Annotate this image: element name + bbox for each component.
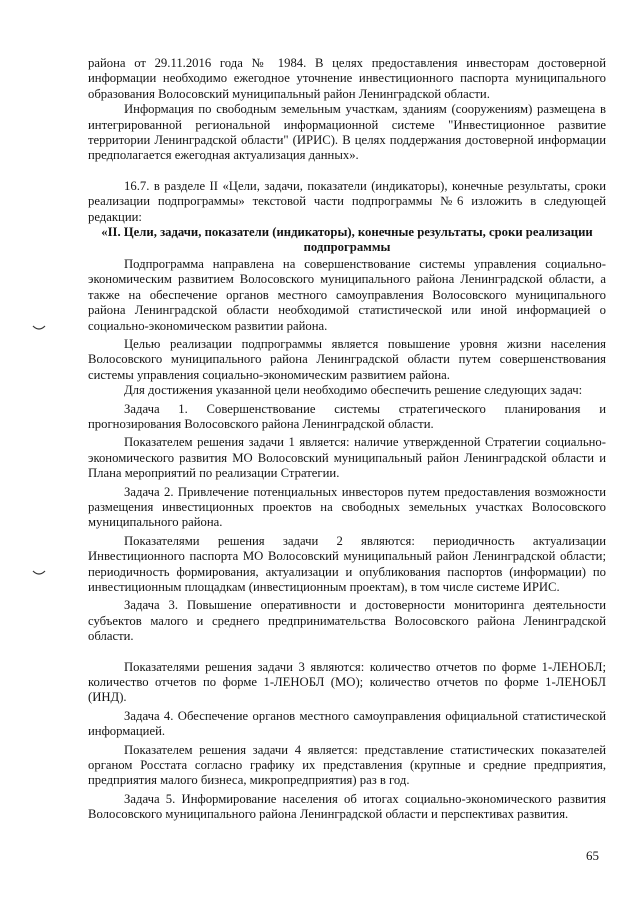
paragraph-tasks-intro: Для достижения указанной цели необходимо обеспечить решение следующих задач:: [124, 383, 583, 398]
paragraph-subprogram-direction: Подпрограмма направлена на совершенствование системы управления социально-экономическим развитием Волосовского муниципального района Ленинградской области, а также на обеспечение органов местного самоуправления Волосовского муниципального района Ленинградской области необходимой статистической или иной информацией о социально-экономическом развитии района.: [88, 256, 606, 333]
paragraph-task-1: Задача 1. Совершенствование системы стратегического планирования и прогнозирования Волосовского района Ленинградской области.: [88, 401, 606, 431]
page-number: 65: [586, 848, 599, 863]
paragraph-task-4: Задача 4. Обеспечение органов местного самоуправления официальной статистической информацией.: [88, 708, 606, 739]
paragraph-amendment: 16.7. в разделе II «Цели, задачи, показатели (индикаторы), конечные результаты, сроки реализации подпрограммы» текстовой части подпрограммы №6 изложить в следующей редакции:: [88, 178, 606, 224]
punch-hole-mark-icon: [32, 325, 46, 331]
paragraph-land-info: Информация по свободным земельным участкам, зданиям (сооружениям) размещена в интегрированной региональной информационной системе "Инвестиционное развитие территории Ленинградской области" (ИРИС). В целях поддержания достоверной информации предполагается ежегодная актуализация данных».: [88, 102, 606, 163]
paragraph-task-5: Задача 5. Информирование населения об итогах социально-экономического развития Волосовского муниципального района Ленинградской области и перспективах развития.: [88, 791, 606, 822]
paragraph-task-2-indicators: Показателями решения задачи 2 являются: периодичность актуализации Инвестиционного паспорта МО Волосовский муниципальный район Ленинградской области; периодичность формирования, актуализации и опубликования паспортов (информации) по инвестиционным площадкам (инвестиционным проектам), в том числе системе ИРИС.: [88, 533, 606, 594]
paragraph-task-3: Задача 3. Повышение оперативности и достоверности мониторинга деятельности субъектов малого и среднего предпринимательства Волосовского района Ленинградской области.: [88, 598, 606, 644]
paragraph-task-3-indicators: Показателями решения задачи 3 являются: количество отчетов по форме 1-ЛЕНОБЛ; количество отчетов по форме 1-ЛЕНОБЛ (МО); количество отчетов по форме 1-ЛЕНОБЛ (ИНД).: [88, 659, 606, 705]
paragraph-task-1-indicator: Показателем решения задачи 1 является: наличие утвержденной Стратегии социально-экономического развития МО Волосовский муниципальный район Ленинградской области и Плана мероприятий по реализации Стратегии.: [88, 435, 606, 481]
section-heading: «II. Цели, задачи, показатели (индикаторы), конечные результаты, сроки реализации подпрограммы: [101, 225, 593, 255]
paragraph-goal: Целью реализации подпрограммы является повышение уровня жизни населения Волосовского муниципального района Ленинградской области путем совершенствования системы управления социально-экономическим развитием района.: [88, 336, 606, 382]
document-body: [88, 56, 606, 823]
paragraph-task-2: Задача 2. Привлечение потенциальных инвесторов путем предоставления возможности размещения инвестиционных проектов на свободных земельных участках Волосовского муниципального района.: [88, 484, 606, 530]
paragraph-intro: района от 29.11.2016 года № 1984. В целях предоставления инвесторам достоверной информации необходимо ежегодное уточнение инвестиционного паспорта муниципального образования Волосовский муниципальный район Ленинградской области.: [88, 56, 606, 101]
punch-hole-mark-icon: [32, 570, 46, 576]
paragraph-task-4-indicator: Показателем решения задачи 4 является: представление статистических показателей органом Росстата согласно графику их представления (крупные и средние предприятия, предприятия малого бизнеса, микропредприятия) раз в год.: [88, 742, 606, 788]
